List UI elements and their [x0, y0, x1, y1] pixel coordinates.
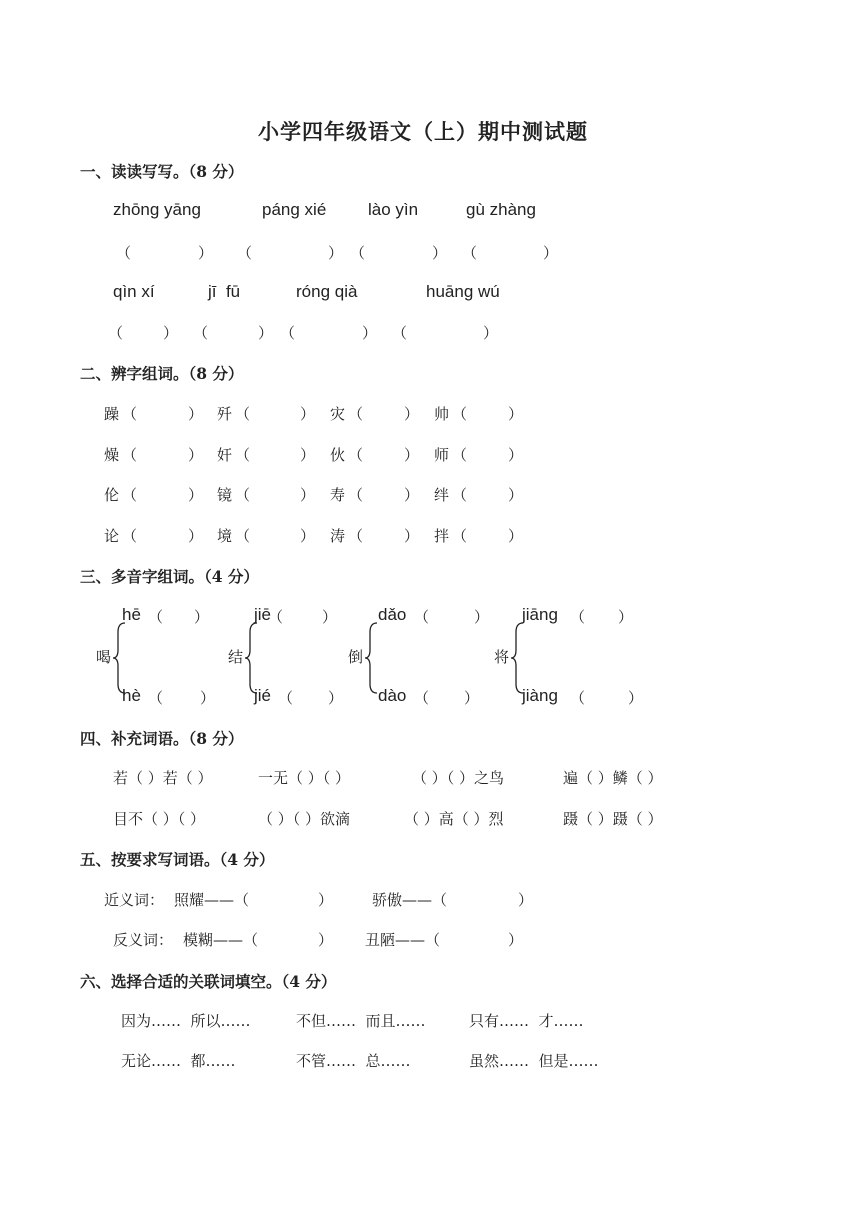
antonym-word-2: 丑陋——（ [365, 931, 441, 949]
polyphone-char-3: 倒 [348, 648, 364, 666]
paren-close: ） [508, 446, 524, 464]
idiom-8: 蹑（ ）蹑（ ） [563, 810, 663, 828]
paren-close: ） [404, 527, 420, 545]
paren-close: ） [300, 527, 316, 545]
antonym-label: 反义词： [113, 931, 174, 949]
answer-close-3: ） [432, 244, 448, 262]
paren-open: （ [235, 405, 251, 423]
paren-open: （ [122, 486, 138, 504]
paren-open: （ [235, 446, 251, 464]
antonym-word-1: 模糊——（ [183, 931, 259, 949]
section-1-heading: 一、读读写写。（8 分） [80, 162, 244, 181]
section-2-heading: 二、辨字组词。（8 分） [80, 364, 244, 383]
conjunction-6: 虽然…… 但是…… [469, 1052, 599, 1070]
idiom-5: 目不（ ）（ ） [113, 810, 206, 828]
paren-close: ） [508, 486, 524, 504]
answer-open-7: （ [280, 324, 296, 342]
idiom-6: （ ）（ ）欲滴 [258, 810, 351, 828]
brace-icon [112, 622, 126, 694]
char-r2c2: 奸 [217, 446, 233, 464]
paren-close: ） [404, 486, 420, 504]
paren-open: （ [148, 608, 164, 626]
polyphone-char-2: 结 [228, 648, 244, 666]
section-4-heading: 四、补充词语。（8 分） [80, 729, 244, 748]
paren-close: ） [464, 689, 480, 707]
char-r3c2: 镜 [217, 486, 233, 504]
answer-open-8: （ [392, 324, 408, 342]
answer-open-5: （ [108, 324, 124, 342]
polyphone-bottom-1: hè [122, 686, 141, 705]
char-r4c2: 境 [217, 527, 233, 545]
paren-close: ） [300, 446, 316, 464]
pinyin-2: páng xié [262, 200, 327, 219]
answer-close-5: ） [163, 324, 179, 342]
idiom-4: 遍（ ）鳞（ ） [563, 769, 663, 787]
synonym-word-2: 骄傲——（ [372, 891, 448, 909]
paren-close: ） [322, 608, 338, 626]
pinyin-6: jī fū [208, 282, 241, 301]
brace-icon [510, 622, 524, 694]
paren-close: ） [188, 486, 204, 504]
answer-close-2: ） [328, 244, 344, 262]
paren-close: ） [300, 486, 316, 504]
paren-open: （ [348, 527, 364, 545]
paren-close: ） [508, 527, 524, 545]
section-6-heading: 六、选择合适的关联词填空。（4 分） [80, 972, 337, 991]
paren-open: （ [235, 486, 251, 504]
answer-open-6: （ [193, 324, 209, 342]
pinyin-3: lào yìn [368, 200, 419, 219]
polyphone-char-1: 喝 [96, 648, 112, 666]
paren-open: （ [570, 689, 586, 707]
char-r1c2: 歼 [217, 405, 233, 423]
idiom-7: （ ）高（ ）烈 [404, 810, 504, 828]
paren-open: （ [452, 527, 468, 545]
paren-open: （ [122, 527, 138, 545]
paren-close: ） [188, 446, 204, 464]
answer-close-4: ） [543, 244, 559, 262]
answer-close-6: ） [258, 324, 274, 342]
polyphone-top-1: hē [122, 605, 141, 624]
polyphone-bottom-2: jié [254, 686, 272, 705]
conjunction-5: 不管…… 总…… [296, 1052, 411, 1070]
brace-icon [244, 622, 258, 694]
paren-close: ） [618, 608, 634, 626]
paren-open: （ [235, 527, 251, 545]
conjunction-2: 不但…… 而且…… [296, 1012, 426, 1030]
char-r1c3: 灾 [330, 405, 346, 423]
paren-close: ） [404, 446, 420, 464]
page-title: 小学四年级语文（上）期中测试题 [258, 119, 588, 144]
conjunction-3: 只有…… 才…… [469, 1012, 584, 1030]
idiom-3: （ ）（ ）之鸟 [412, 769, 505, 787]
paren-close: ） [404, 405, 420, 423]
idiom-1: 若（ ）若（ ） [113, 769, 213, 787]
polyphone-top-4: jiāng [522, 605, 558, 624]
char-r2c3: 伙 [330, 446, 346, 464]
paren-open: （ [348, 405, 364, 423]
paren-open: （ [268, 608, 284, 626]
paren-close: ） [188, 405, 204, 423]
char-r3c3: 寿 [330, 486, 346, 504]
pinyin-7: róng qià [296, 282, 358, 301]
paren-close: ） [318, 891, 334, 909]
pinyin-5: qìn xí [113, 282, 155, 301]
paren-close: ） [200, 689, 216, 707]
char-r2c1: 燥 [104, 446, 120, 464]
paren-close: ） [328, 689, 344, 707]
synonym-label: 近义词： [104, 891, 165, 909]
paren-open: （ [414, 608, 430, 626]
brace-icon [364, 622, 378, 694]
char-r2c4: 师 [434, 446, 450, 464]
char-r4c4: 拌 [434, 527, 450, 545]
answer-close-1: ） [198, 244, 214, 262]
paren-close: ） [300, 405, 316, 423]
synonym-word-1: 照耀——（ [174, 891, 250, 909]
paren-open: （ [414, 689, 430, 707]
paren-close: ） [188, 527, 204, 545]
paren-close: ） [194, 608, 210, 626]
paren-open: （ [348, 446, 364, 464]
paren-close: ） [508, 931, 524, 949]
polyphone-bottom-3: dào [378, 686, 407, 705]
paren-close: ） [508, 405, 524, 423]
polyphone-char-4: 将 [494, 648, 510, 666]
char-r1c1: 躁 [104, 405, 120, 423]
paren-open: （ [570, 608, 586, 626]
answer-open-2: （ [237, 244, 253, 262]
pinyin-1: zhōng yāng [113, 200, 201, 219]
polyphone-top-3: dǎo [378, 605, 407, 624]
paren-close: ） [318, 931, 334, 949]
paren-open: （ [278, 689, 294, 707]
answer-close-8: ） [483, 324, 499, 342]
paren-open: （ [452, 486, 468, 504]
conjunction-4: 无论…… 都…… [121, 1052, 236, 1070]
conjunction-1: 因为…… 所以…… [121, 1012, 251, 1030]
answer-open-3: （ [350, 244, 366, 262]
paren-open: （ [122, 446, 138, 464]
polyphone-bottom-4: jiàng [522, 686, 558, 705]
paren-close: ） [628, 689, 644, 707]
polyphone-top-2: jiē [254, 605, 272, 624]
paren-close: ） [518, 891, 534, 909]
char-r3c1: 伦 [104, 486, 120, 504]
paren-close: ） [474, 608, 490, 626]
idiom-2: 一无（ ）（ ） [258, 769, 351, 787]
char-r4c1: 论 [104, 527, 120, 545]
answer-open-1: （ [116, 244, 132, 262]
char-r1c4: 帅 [434, 405, 450, 423]
paren-open: （ [122, 405, 138, 423]
char-r3c4: 绊 [434, 486, 450, 504]
answer-open-4: （ [462, 244, 478, 262]
answer-close-7: ） [362, 324, 378, 342]
paren-open: （ [348, 486, 364, 504]
paren-open: （ [452, 446, 468, 464]
paren-open: （ [148, 689, 164, 707]
pinyin-8: huāng wú [426, 282, 500, 301]
section-3-heading: 三、多音字组词。（4 分） [80, 567, 259, 586]
pinyin-4: gù zhàng [466, 200, 536, 219]
section-5-heading: 五、按要求写词语。（4 分） [80, 850, 275, 869]
paren-open: （ [452, 405, 468, 423]
char-r4c3: 涛 [330, 527, 346, 545]
